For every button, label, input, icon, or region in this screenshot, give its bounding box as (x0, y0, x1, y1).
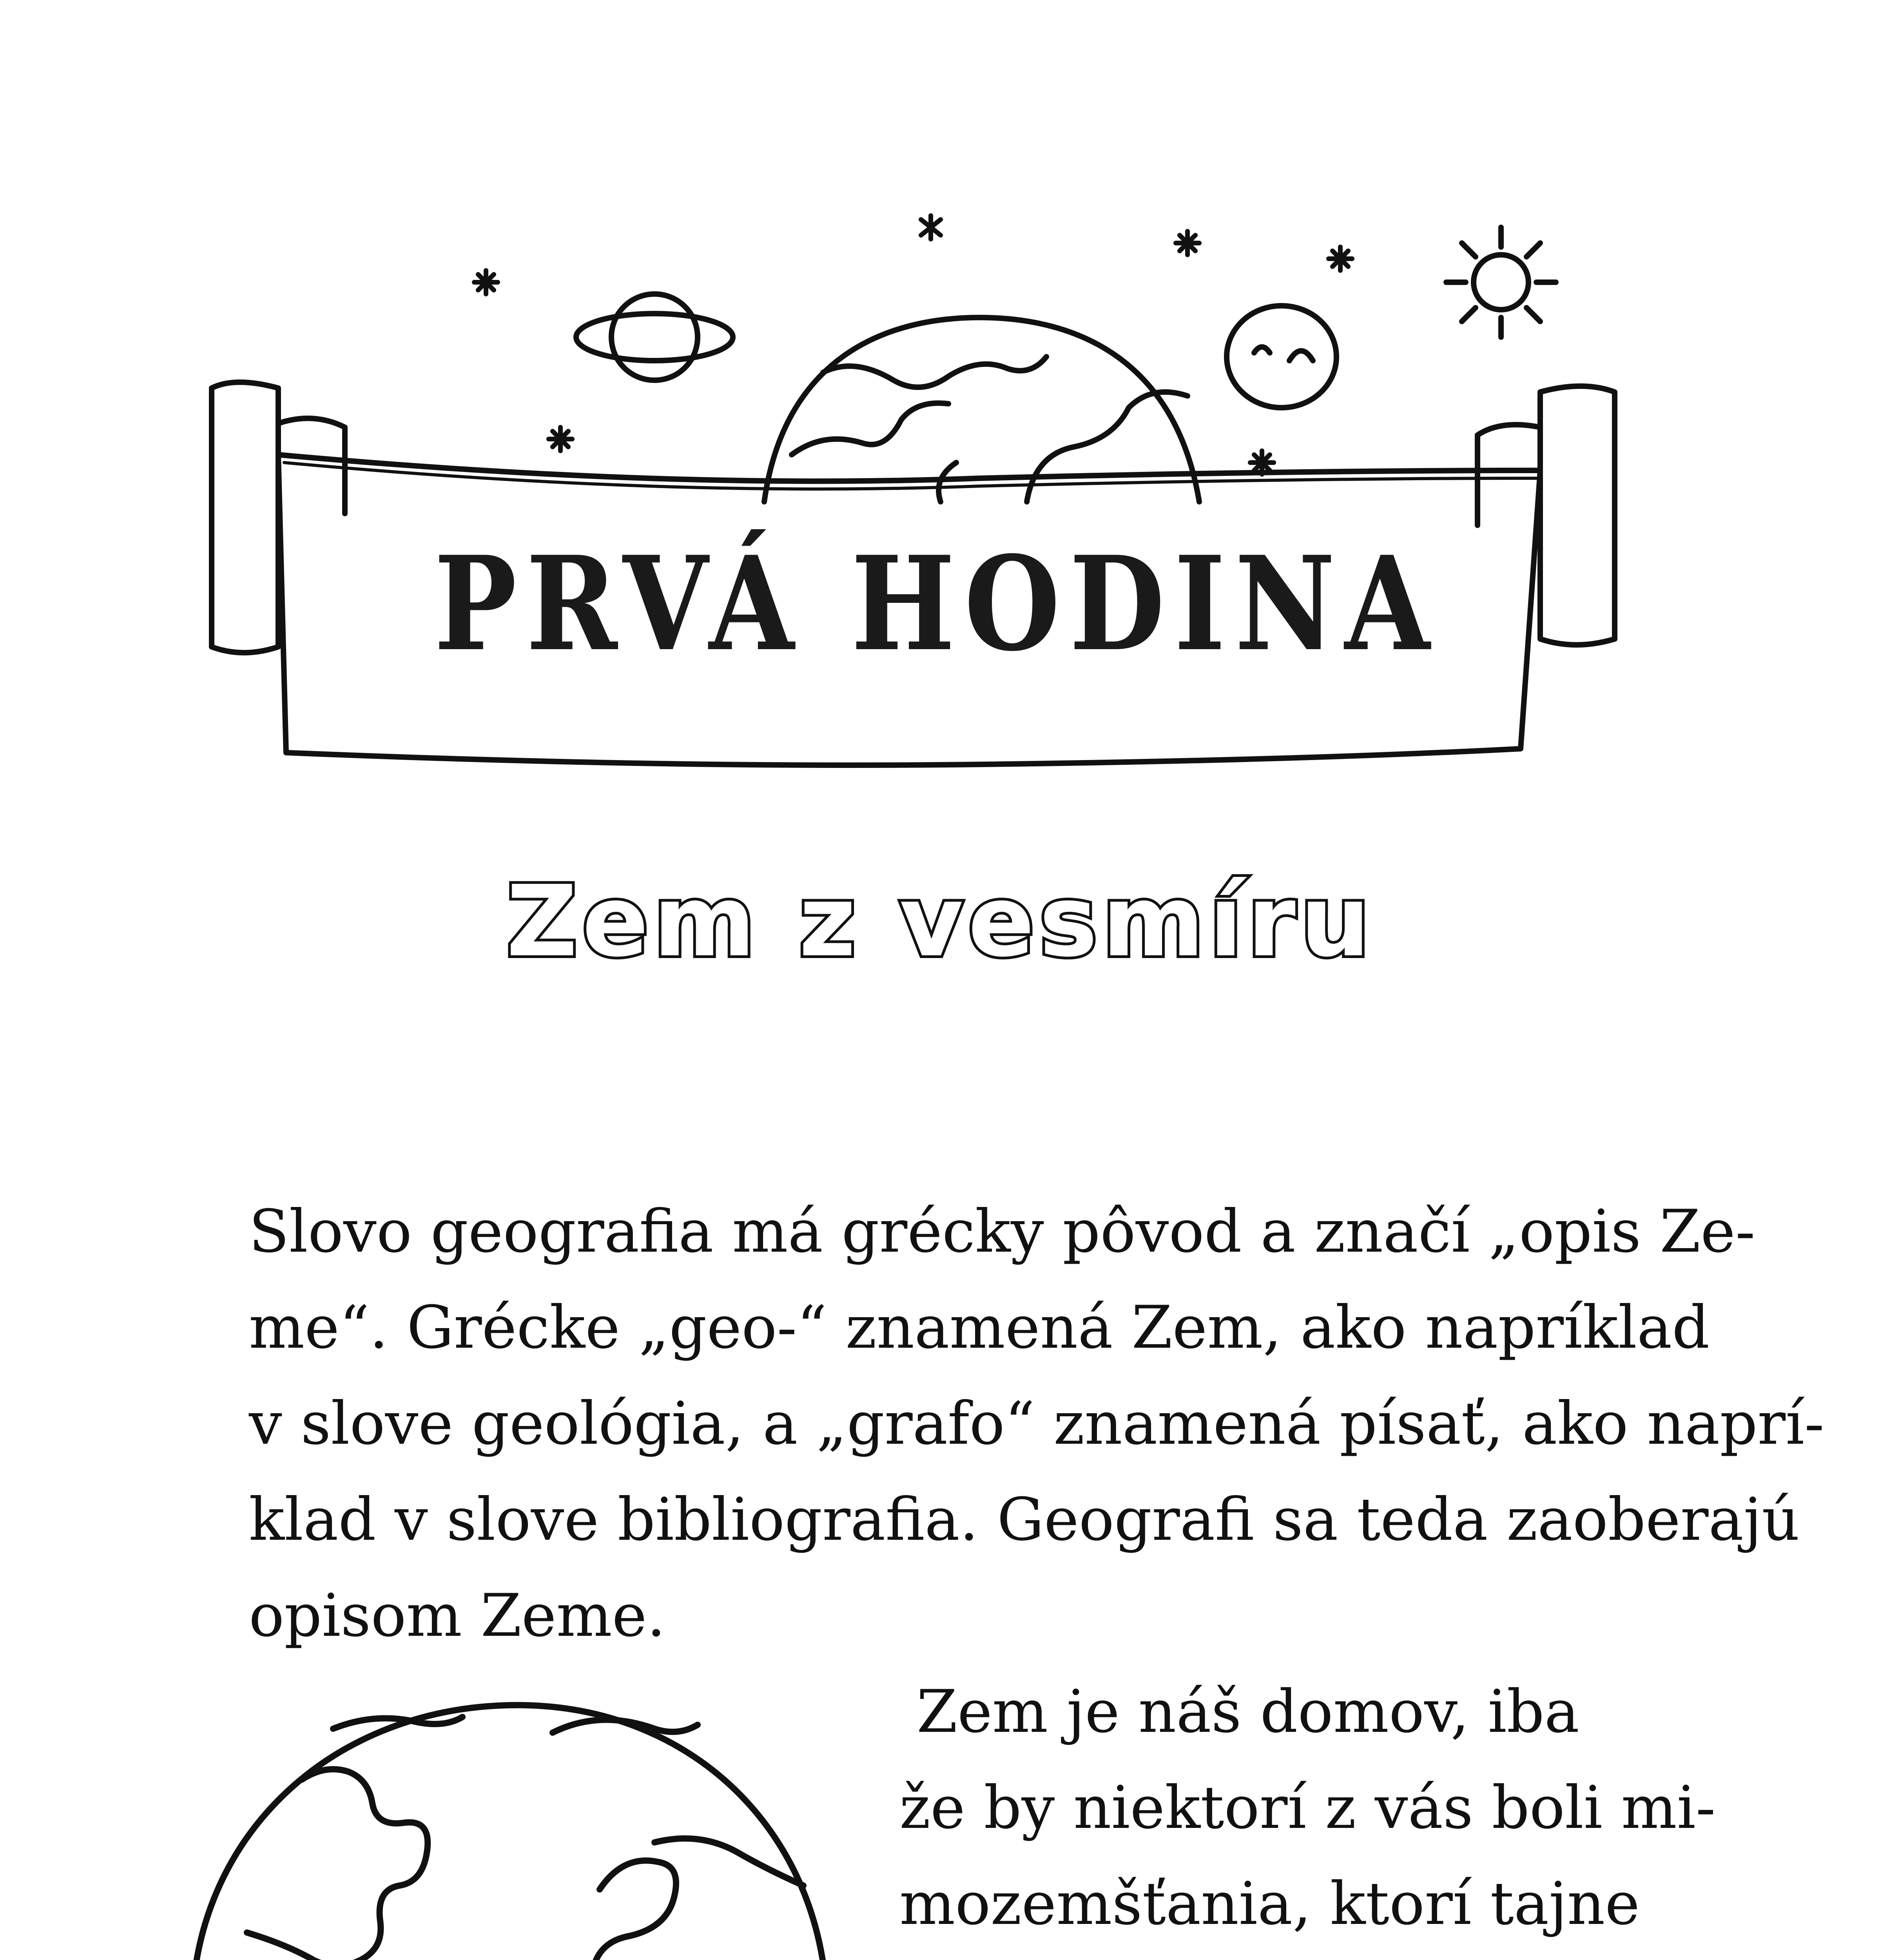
chapter-title: PRVÁ HODINA (434, 528, 1439, 680)
text-line: opisom Zeme. (249, 1582, 666, 1650)
star-icon (1176, 231, 1199, 255)
text-line: že by niektorí z vás boli mi- (899, 1774, 1716, 1842)
star-icon (1329, 247, 1352, 270)
chapter-subtitle: Zem z vesmíru (506, 864, 1375, 978)
star-icon (549, 427, 572, 451)
moon-icon (1227, 306, 1336, 408)
ringed-planet-icon (576, 294, 733, 380)
text-line: mozemšťania, ktorí tajne (899, 1870, 1640, 1938)
star-icon (921, 216, 941, 239)
sun-icon (1446, 227, 1556, 337)
text-line: v slove geológia, a „grafo“ znamená písať, ako naprí- (249, 1390, 1824, 1458)
earth-globe-icon (169, 1678, 847, 1960)
chapter-header-illustration (196, 204, 1646, 815)
text-line: me“. Grécke „geo-“ znamená Zem, ako napríklad (249, 1294, 1710, 1362)
star-icon (474, 270, 498, 294)
text-line (899, 1952, 1579, 1960)
text-line: klad v slove bibliografia. Geografi sa teda zaoberajú (249, 1486, 1800, 1554)
text-line: Zem je náš domov, iba (916, 1678, 1579, 1746)
text-line: Slovo geografia má grécky pôvod a značí „opis Ze- (249, 1198, 1755, 1266)
